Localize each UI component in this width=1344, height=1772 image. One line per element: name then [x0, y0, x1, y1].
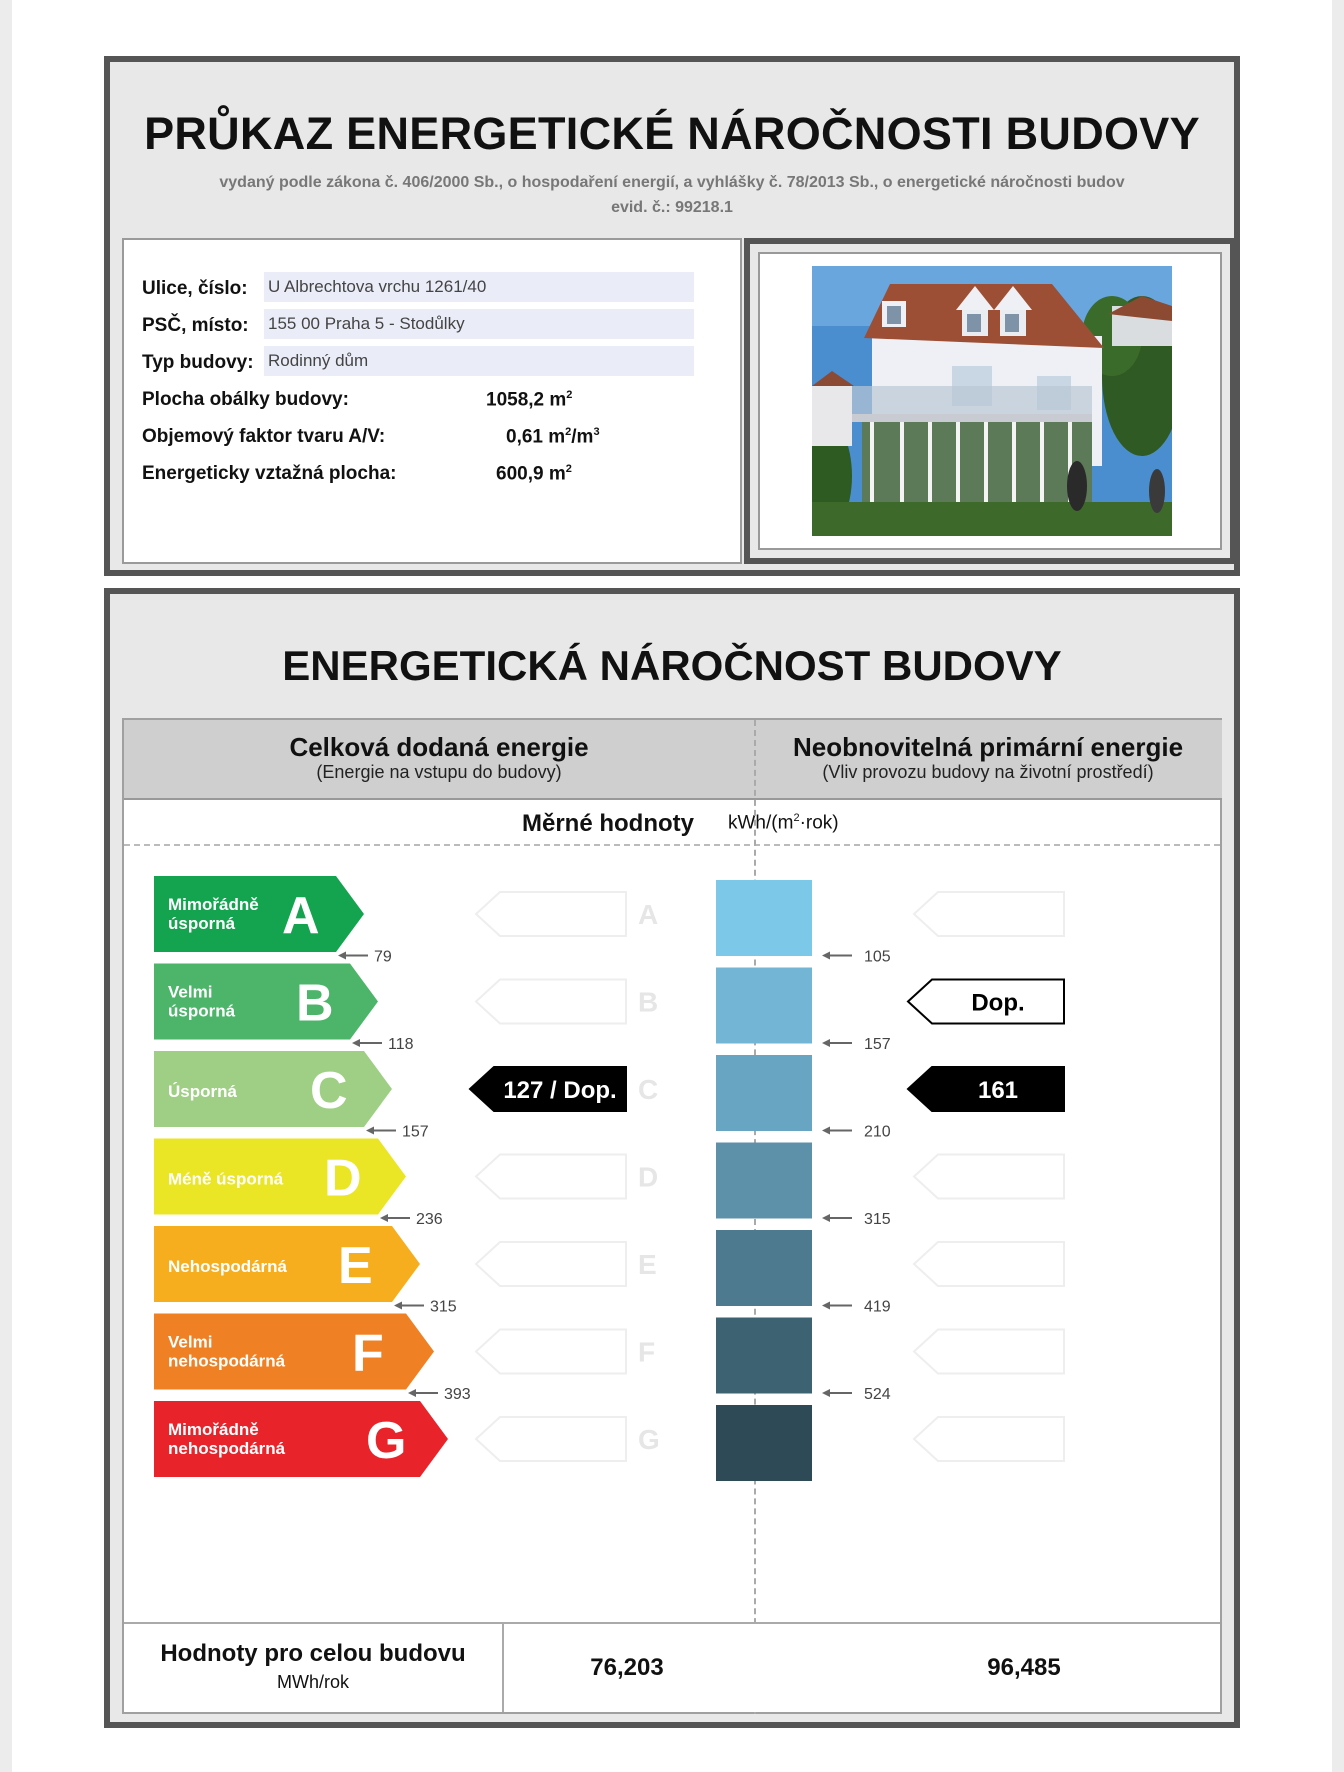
type-label: Typ budovy: [142, 352, 254, 373]
right-limit-arrowhead [822, 1302, 830, 1310]
class-letter-a: A [282, 887, 320, 945]
class-letter-e: E [338, 1237, 373, 1295]
primary-energy-band-e [716, 1230, 812, 1306]
class-label-b: Velmi [168, 982, 213, 1002]
right-slot-f [914, 1330, 1064, 1374]
left-slot-e [476, 1242, 626, 1286]
left-limit-arrowhead [366, 1127, 374, 1135]
total-delivered-energy: 76,203 [590, 1654, 664, 1681]
left-column-title: Celková dodaná energie [289, 732, 589, 762]
class-label-g: Mimořádně [168, 1420, 259, 1439]
reference-area-value: 600,9 $m^2$ [496, 463, 572, 485]
right-limit-arrowhead [822, 1214, 830, 1222]
delivered-energy-marker-text: 127 / Dop. [503, 1077, 617, 1104]
slot-letter-g: G [638, 1424, 660, 1455]
primary-energy-band-f [716, 1318, 812, 1394]
building-photo-frame [744, 238, 1236, 564]
street-label: Ulice, číslo: [142, 278, 248, 299]
class-label-f: Velmi [168, 1332, 213, 1352]
right-limit-value: 315 [864, 1211, 891, 1228]
class-letter-b: B [296, 974, 334, 1033]
primary-energy-band-a [716, 880, 812, 956]
slot-letter-f: F [638, 1336, 656, 1368]
whole-building-label: Hodnoty pro celou budovu [160, 1640, 466, 1667]
psc-value: 155 00 Praha 5 - Stodůlky [264, 309, 694, 339]
psc-label: PSČ, místo: [142, 315, 249, 336]
slot-letter-b: B [638, 986, 659, 1018]
left-slot-b [476, 980, 626, 1024]
left-limit-arrowhead [352, 1039, 360, 1047]
document-title: PRŮKAZ ENERGETICKÉ NÁROČNOSTI BUDOVY [144, 108, 1200, 159]
whole-building-values [124, 1622, 1220, 1712]
left-slot-f [476, 1330, 626, 1374]
primary-energy-band-b [716, 968, 812, 1044]
slot-letter-d: D [638, 1161, 659, 1193]
class-label-a: Mimořádně [168, 895, 259, 914]
right-slot-d [914, 1155, 1064, 1199]
left-limit-value: 393 [444, 1386, 471, 1403]
right-limit-arrowhead [822, 1127, 830, 1135]
certificate-header [104, 56, 1240, 576]
envelope-value: 1058,2 $m^2$ [486, 389, 573, 411]
envelope-label: Plocha obálky budovy: [142, 389, 349, 410]
right-limit-value: 105 [864, 948, 891, 966]
primary-energy-marker-2-text: 161 [977, 1077, 1019, 1104]
specific-values-label: Měrné hodnoty [522, 810, 698, 838]
reference-area-label: Energeticky vztažná plocha: [142, 463, 397, 484]
left-limit-value: 118 [388, 1036, 414, 1053]
page-edge-left [0, 0, 12, 1772]
left-limit-arrowhead [408, 1389, 416, 1397]
slot-letter-a: A [638, 899, 659, 930]
right-column-subtitle: (Vliv provozu budovy na životní prostředí) [822, 762, 1154, 782]
left-slot-a [476, 892, 626, 936]
shape-factor-value: 0,61 $m^2/m^3$ [506, 426, 600, 448]
left-limit-arrowhead [380, 1214, 388, 1222]
right-limit-value: 524 [864, 1386, 891, 1403]
shape-factor-label: Objemový faktor tvaru A/V: [142, 426, 386, 447]
class-letter-c: C [310, 1062, 348, 1120]
class-letter-f: F [352, 1324, 384, 1383]
type-value: Rodinný dům [264, 346, 694, 376]
right-limit-value: 210 [864, 1123, 891, 1141]
class-label-e: Nehospodárná [168, 1257, 288, 1276]
street-value: U Albrechtova vrchu 1261/40 [264, 272, 694, 302]
right-slot-a [914, 892, 1064, 936]
primary-energy-band-c [716, 1055, 812, 1131]
right-limit-value: 157 [864, 1036, 891, 1053]
class-label-b-2: úsporná [168, 1001, 236, 1021]
left-slot-g [476, 1417, 626, 1461]
primary-energy-marker-1-text: Dop. [971, 989, 1025, 1017]
right-limit-value: 419 [864, 1298, 891, 1316]
left-limit-value: 236 [416, 1211, 443, 1228]
left-limit-value: 79 [374, 948, 392, 966]
right-slot-e [914, 1242, 1064, 1286]
document-subtitle: vydaný podle zákona č. 406/2000 Sb., o hospodaření energií, a vyhlášky č. 78/2013 Sb., o energetické náročnosti budov [219, 174, 1125, 191]
energy-rating-section [104, 588, 1240, 1728]
left-slot-d [476, 1155, 626, 1199]
class-label-d: Méně úsporná [168, 1169, 284, 1189]
building-photo [812, 266, 1172, 536]
left-limit-arrowhead [338, 952, 346, 960]
units-label: kWh/$(m^2\cdot rok)$ [724, 812, 843, 834]
class-label-a-2: úsporná [168, 914, 236, 933]
class-letter-d: D [324, 1149, 362, 1208]
left-limit-value: 157 [402, 1123, 429, 1141]
right-limit-arrowhead [822, 1039, 830, 1047]
slot-letter-c: C [638, 1074, 659, 1105]
left-limit-arrowhead [394, 1302, 402, 1310]
primary-energy-band-d [716, 1143, 812, 1219]
non-renewable-primary-energy: 96,485 [987, 1654, 1061, 1681]
right-limit-arrowhead [822, 1389, 830, 1397]
building-info [122, 238, 742, 564]
class-label-c: Úsporná [168, 1082, 237, 1101]
whole-building-unit: MWh/rok [277, 1672, 349, 1692]
energy-scale [124, 720, 1224, 1620]
rating-panel [122, 718, 1222, 1714]
primary-energy-band-g [716, 1405, 812, 1481]
class-letter-g: G [366, 1412, 407, 1470]
left-limit-value: 315 [430, 1298, 457, 1316]
class-label-g-2: nehospodárná [168, 1439, 286, 1458]
class-label-f-2: nehospodárná [168, 1351, 286, 1371]
evidence-number: evid. č.: 99218.1 [611, 199, 733, 216]
right-slot-g [914, 1417, 1064, 1461]
slot-letter-e: E [638, 1249, 657, 1280]
left-column-subtitle: (Energie na vstupu do budovy) [316, 762, 562, 782]
rating-title: ENERGETICKÁ NÁROČNOST BUDOVY [282, 642, 1062, 689]
right-column-title: Neobnovitelná primární energie [792, 732, 1184, 762]
page-edge-right [1332, 0, 1344, 1772]
right-limit-arrowhead [822, 952, 830, 960]
